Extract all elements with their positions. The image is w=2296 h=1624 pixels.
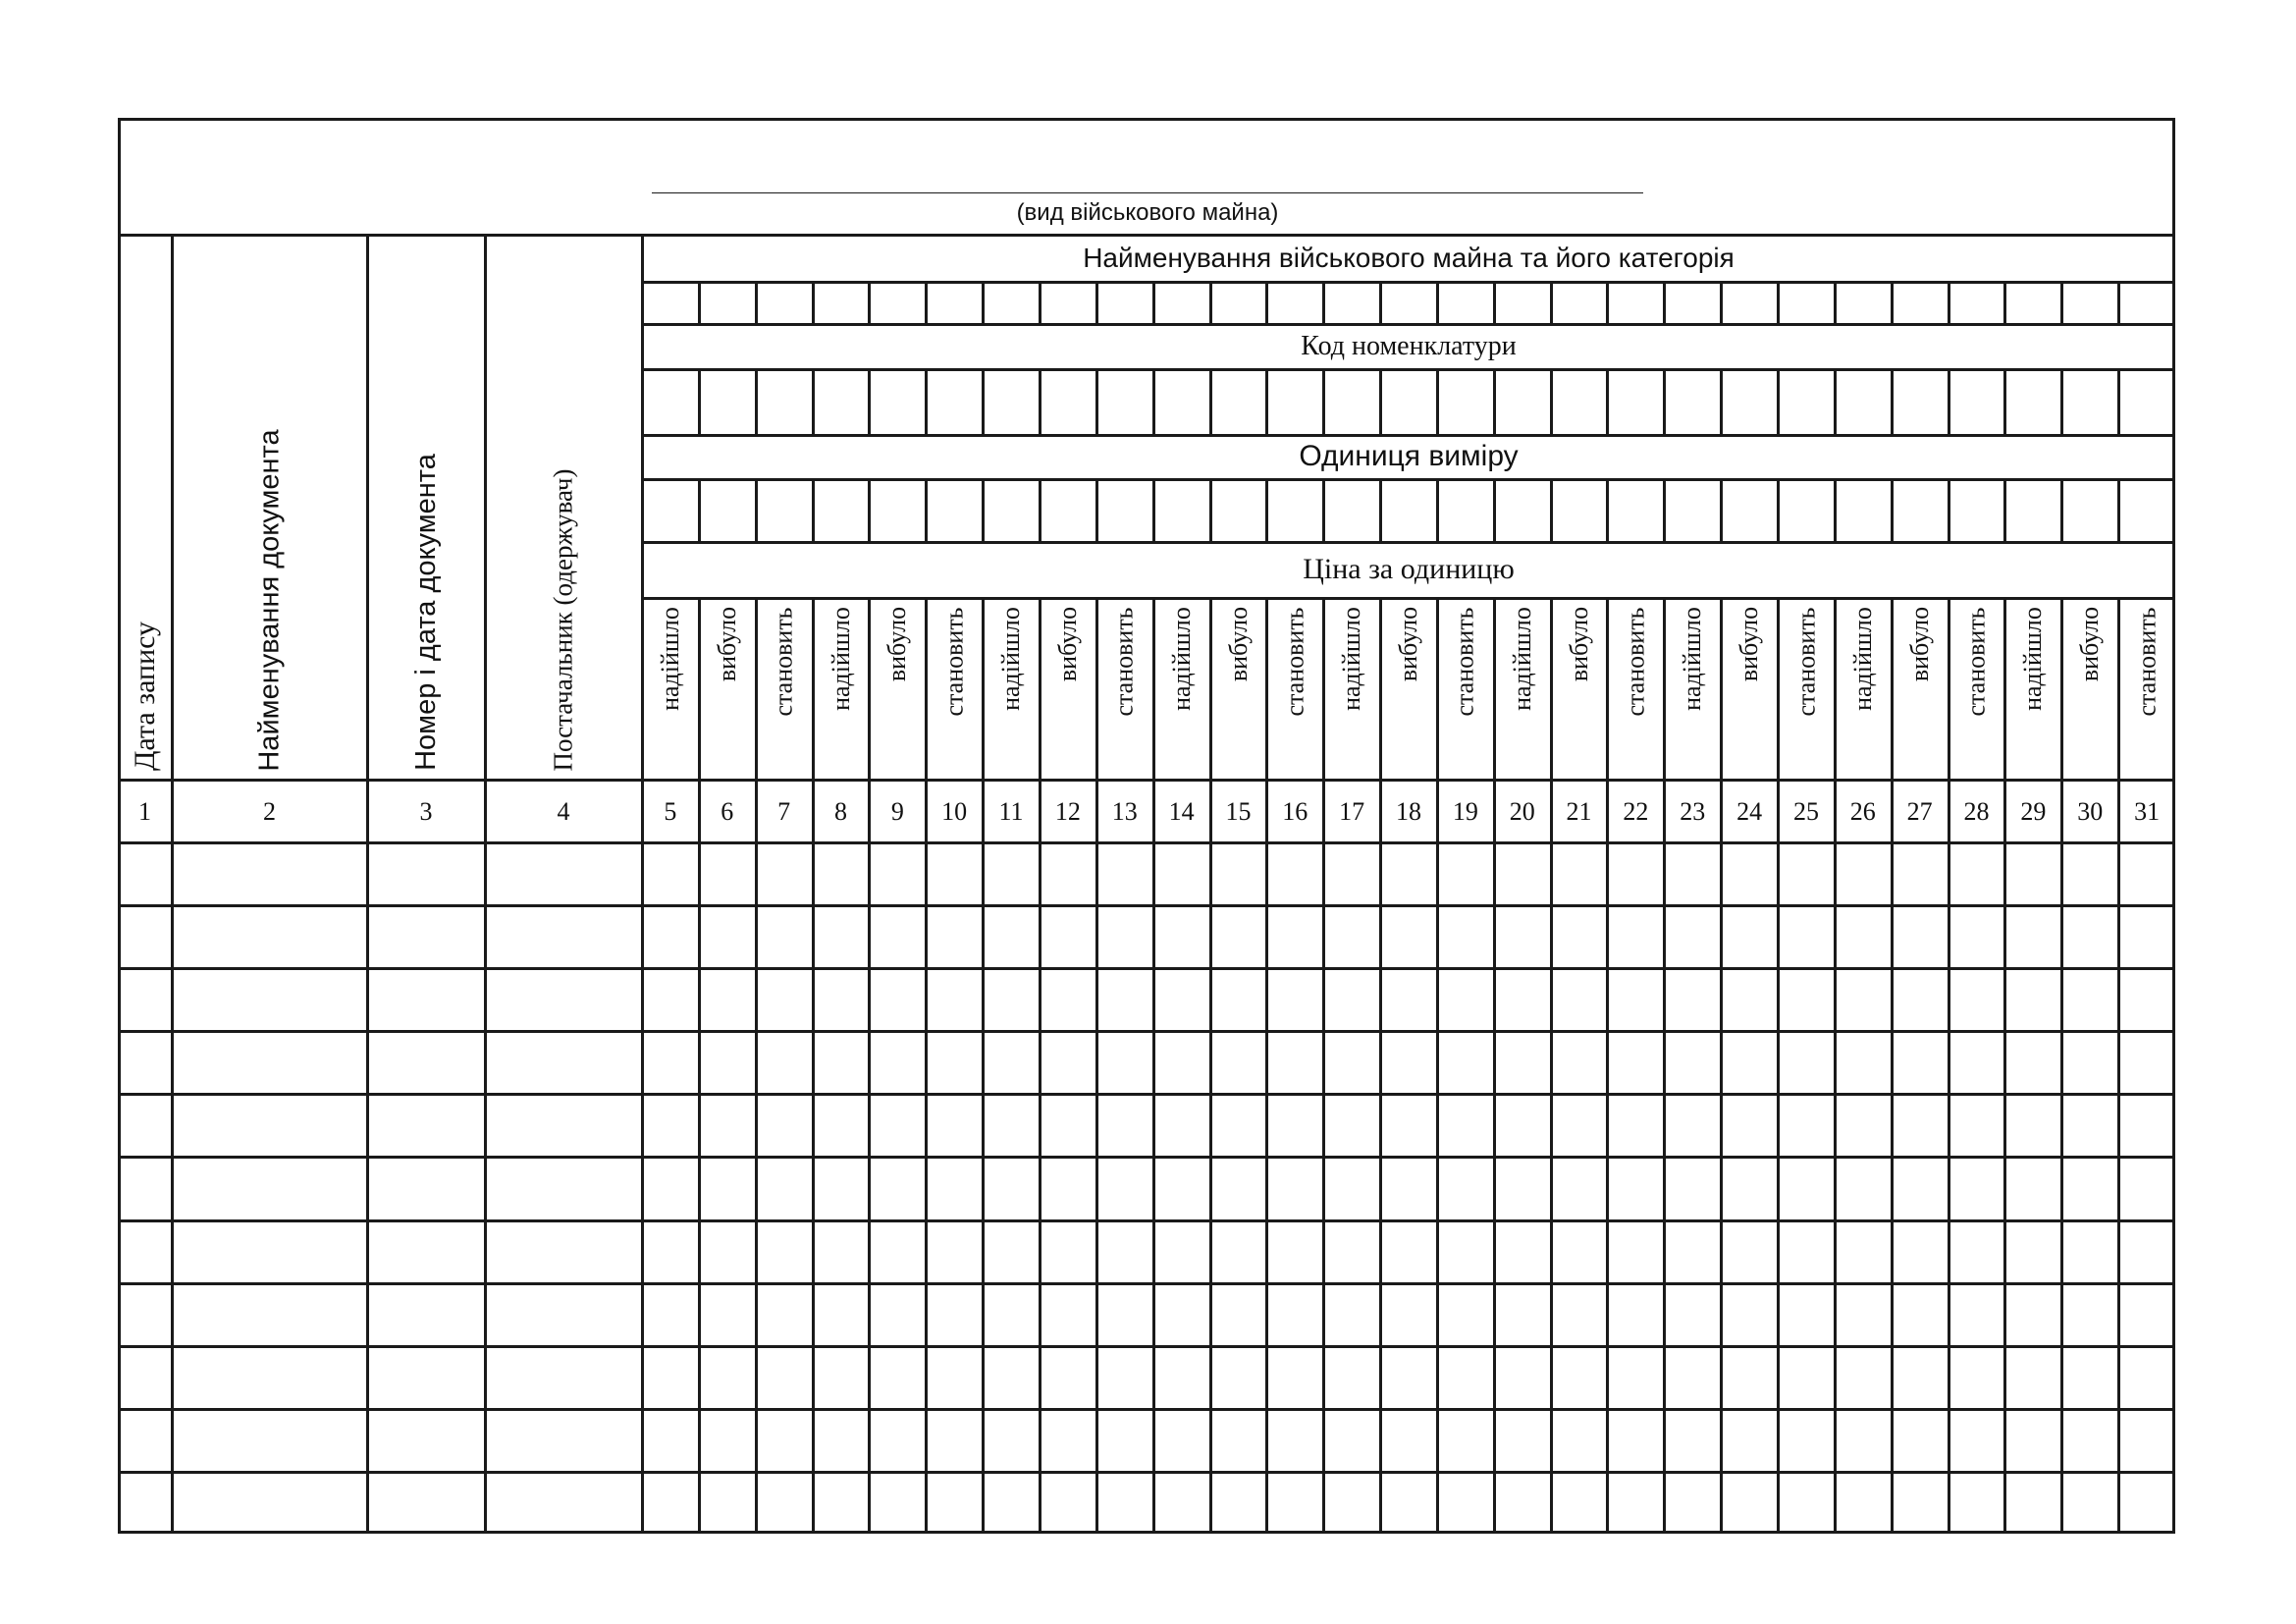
box-cell-border (1606, 478, 1609, 541)
box-cell-border (812, 368, 815, 434)
box-cell-border (2003, 368, 2006, 434)
sub-column-header-11 (983, 601, 1040, 771)
sub-column-header-12 (1040, 601, 1096, 771)
sub-column-header-29-text: надійшло (2018, 607, 2048, 711)
column-header-3-text: Номер і дата документа (409, 454, 442, 771)
sub-column-header-24-text: вибуло (1735, 606, 1764, 682)
box-cell-border (1152, 478, 1155, 541)
box-cell-border (1720, 281, 1723, 323)
column-header-4-text: Постачальник (одержувач) (548, 468, 578, 771)
column-number-12: 12 (1054, 796, 1081, 826)
outer-border-top (118, 118, 2175, 121)
column-number-2: 2 (263, 796, 276, 826)
box-cell-border (1493, 281, 1496, 323)
box-cell-border (1834, 281, 1837, 323)
box-cell-border (1777, 368, 1780, 434)
sub-column-header-10 (926, 601, 983, 771)
column-number-4: 4 (557, 796, 570, 826)
column-number-11: 11 (998, 796, 1024, 826)
sub-column-header-12-text: вибуло (1053, 606, 1083, 682)
code-band-label: Код номенклатури (1301, 331, 1517, 361)
box-cell-border (1265, 478, 1268, 541)
sub-column-header-31-text: становить (2132, 606, 2162, 717)
column-header-1 (118, 242, 172, 771)
box-cell-border (1550, 281, 1553, 323)
column-number-5: 5 (664, 796, 677, 826)
box-cell-border (1834, 478, 1837, 541)
box-cell-border (1891, 281, 1894, 323)
column-number-14: 14 (1168, 796, 1195, 826)
sub-column-header-30-text: вибуло (2075, 606, 2105, 682)
sub-column-header-25-text: становить (1791, 606, 1821, 717)
box-cell-border (1777, 281, 1780, 323)
box-cell-border (2117, 368, 2120, 434)
box-cell-border (982, 368, 985, 434)
box-cell-border (1663, 368, 1666, 434)
sub-column-header-7 (756, 601, 813, 771)
box-cell-border (1322, 478, 1325, 541)
box-cell-border (1209, 368, 1212, 434)
table-row-rule (118, 904, 2175, 907)
box-cell-border (1663, 478, 1666, 541)
sub-column-header-26-text: надійшло (1847, 607, 1877, 711)
sub-column-header-9-text: вибуло (882, 606, 912, 682)
sub-column-header-16 (1266, 601, 1323, 771)
box-cell-border (1436, 281, 1439, 323)
sub-column-header-25 (1778, 601, 1835, 771)
column-number-7: 7 (777, 796, 791, 826)
box-cell-border (2060, 281, 2063, 323)
sub-column-header-6-text: вибуло (712, 606, 741, 682)
column-number-20: 20 (1509, 796, 1535, 826)
box-cell-border (1209, 478, 1212, 541)
box-cell-border (1948, 478, 1950, 541)
box-cell-border (1322, 368, 1325, 434)
sub-column-header-14 (1153, 601, 1210, 771)
column-number-1: 1 (138, 796, 151, 826)
box-cell-border (1379, 281, 1382, 323)
table-row-rule (118, 1471, 2175, 1474)
table-row-rule (118, 1030, 2175, 1033)
box-cell-border (2060, 478, 2063, 541)
sub-column-header-29 (2004, 601, 2061, 771)
box-cell-border (1948, 368, 1950, 434)
box-cell-border (1606, 368, 1609, 434)
box-cell-border (1550, 368, 1553, 434)
box-cell-border (698, 478, 701, 541)
box-cell-border (1777, 478, 1780, 541)
table-row-rule (118, 1093, 2175, 1096)
box-cell-border (755, 281, 758, 323)
column-number-13: 13 (1111, 796, 1138, 826)
header-bottom-rule (118, 234, 2175, 237)
box-cell-border (698, 281, 701, 323)
column-number-30: 30 (2077, 796, 2104, 826)
sub-column-header-13-text: становить (1109, 606, 1139, 717)
sub-column-header-18-text: вибуло (1394, 606, 1423, 682)
box-cell-border (2003, 281, 2006, 323)
sub-column-header-20-text: надійшло (1507, 607, 1536, 711)
sub-column-header-13 (1096, 601, 1153, 771)
sub-column-header-9 (869, 601, 926, 771)
sub-column-header-15-text: вибуло (1223, 606, 1253, 682)
column-number-27: 27 (1906, 796, 1933, 826)
sub-column-header-23 (1664, 601, 1721, 771)
box-cell-border (1720, 368, 1723, 434)
box-cell-border (2003, 478, 2006, 541)
box-cell-border (925, 368, 928, 434)
box-cell-border (2060, 368, 2063, 434)
sub-column-header-15 (1210, 601, 1267, 771)
box-cell-border (868, 478, 871, 541)
sub-column-header-31 (2118, 601, 2175, 771)
box-cell-border (982, 478, 985, 541)
box-cell-border (812, 281, 815, 323)
sub-column-header-28 (1949, 601, 2005, 771)
box-cell-border (1379, 368, 1382, 434)
sub-column-header-24 (1721, 601, 1778, 771)
column-number-28: 28 (1963, 796, 1990, 826)
box-cell-border (1039, 478, 1041, 541)
column-number-3: 3 (419, 796, 433, 826)
table-row-rule (118, 1156, 2175, 1159)
column-number-19: 19 (1452, 796, 1478, 826)
column-number-8: 8 (833, 796, 847, 826)
box-cell-border (1891, 368, 1894, 434)
box-cell-border (1152, 368, 1155, 434)
unit-band-label: Одиниця виміру (1299, 440, 1519, 472)
column-number-16: 16 (1282, 796, 1308, 826)
box-cell-border (1379, 478, 1382, 541)
box-cell-border (755, 478, 758, 541)
sub-column-header-27 (1892, 601, 1949, 771)
box-cell-border (1095, 368, 1098, 434)
box-cell-border (1152, 281, 1155, 323)
box-cell-border (1493, 368, 1496, 434)
column-number-17: 17 (1339, 796, 1365, 826)
sub-column-header-17 (1323, 601, 1380, 771)
box-cell-border (868, 281, 871, 323)
sub-column-header-6 (699, 601, 756, 771)
price-band-label: Ціна за одиницю (1303, 553, 1515, 585)
sub-column-header-20 (1494, 601, 1551, 771)
column-number-15: 15 (1225, 796, 1252, 826)
column-number-23: 23 (1680, 796, 1706, 826)
sub-column-header-16-text: становить (1280, 606, 1309, 717)
band-rule (642, 368, 2175, 371)
sub-column-header-21-text: вибуло (1564, 606, 1593, 682)
sub-column-header-7-text: становить (769, 606, 798, 717)
box-cell-border (1095, 281, 1098, 323)
box-cell-border (698, 368, 701, 434)
column-number-26: 26 (1849, 796, 1876, 826)
number-row-bottom-rule (118, 841, 2175, 844)
column-number-6: 6 (721, 796, 734, 826)
sub-column-header-19-text: становить (1450, 606, 1479, 717)
box-cell-border (1095, 478, 1098, 541)
box-cell-border (1834, 368, 1837, 434)
table-row-rule (118, 967, 2175, 970)
box-cell-border (982, 281, 985, 323)
column-number-9: 9 (890, 796, 904, 826)
subject-caption: (вид військового майна) (1016, 199, 1279, 226)
box-cell-border (868, 368, 871, 434)
box-cell-border (1039, 281, 1041, 323)
box-cell-border (2117, 281, 2120, 323)
box-cell-border (1322, 281, 1325, 323)
item-name-band-label: Найменування військового майна та його категорія (1083, 243, 1735, 273)
sub-column-header-5 (642, 601, 699, 771)
box-cell-border (925, 281, 928, 323)
table-row-rule (118, 1219, 2175, 1222)
box-cell-border (1436, 368, 1439, 434)
band-rule (642, 281, 2175, 284)
sub-column-header-14-text: надійшло (1166, 607, 1196, 711)
sub-column-header-23-text: надійшло (1678, 607, 1707, 711)
box-cell-border (1436, 478, 1439, 541)
sub-column-header-8 (813, 601, 870, 771)
column-number-22: 22 (1623, 796, 1649, 826)
column-number-24: 24 (1736, 796, 1763, 826)
box-cell-border (1663, 281, 1666, 323)
sub-column-header-27-text: вибуло (1904, 606, 1934, 682)
sub-column-header-10-text: становить (939, 606, 969, 717)
box-cell-border (1265, 281, 1268, 323)
column-header-2-text: Найменування документа (253, 428, 286, 772)
table-row-rule (118, 1282, 2175, 1285)
band-rule (642, 597, 2175, 600)
sub-column-header-17-text: надійшло (1337, 607, 1366, 711)
sub-column-header-26 (1835, 601, 1892, 771)
box-cell-border (1039, 368, 1041, 434)
outer-border-bottom (118, 1531, 2175, 1534)
column-header-1-text: Дата запису (128, 621, 161, 772)
sub-column-header-11-text: надійшло (996, 607, 1026, 711)
box-cell-border (1606, 281, 1609, 323)
sub-column-header-22 (1607, 601, 1664, 771)
column-number-10: 10 (941, 796, 968, 826)
subject-underline (652, 192, 1643, 193)
sub-column-header-28-text: становить (1961, 606, 1991, 717)
sub-column-header-21 (1551, 601, 1608, 771)
table-row-rule (118, 1408, 2175, 1411)
box-cell-border (1720, 478, 1723, 541)
box-cell-border (1209, 281, 1212, 323)
box-cell-border (1493, 478, 1496, 541)
box-cell-border (1550, 478, 1553, 541)
column-header-4 (485, 242, 642, 771)
box-cell-border (1265, 368, 1268, 434)
column-header-2 (172, 242, 367, 771)
column-number-31: 31 (2134, 796, 2161, 826)
column-number-25: 25 (1792, 796, 1819, 826)
box-cell-border (812, 478, 815, 541)
table-row-rule (118, 1345, 2175, 1348)
box-cell-border (755, 368, 758, 434)
column-number-18: 18 (1395, 796, 1421, 826)
sub-column-header-5-text: надійшло (655, 607, 684, 711)
sub-column-header-19 (1437, 601, 1494, 771)
box-cell-border (2117, 478, 2120, 541)
sub-column-header-8-text: надійшло (826, 607, 855, 711)
column-header-3 (367, 242, 485, 771)
column-number-29: 29 (2020, 796, 2047, 826)
sub-column-header-18 (1380, 601, 1437, 771)
column-number-21: 21 (1566, 796, 1592, 826)
sub-column-header-22-text: становить (1621, 606, 1650, 717)
box-cell-border (1891, 478, 1894, 541)
band-rule (642, 478, 2175, 481)
box-cell-border (925, 478, 928, 541)
box-cell-border (1948, 281, 1950, 323)
sub-column-header-30 (2061, 601, 2118, 771)
